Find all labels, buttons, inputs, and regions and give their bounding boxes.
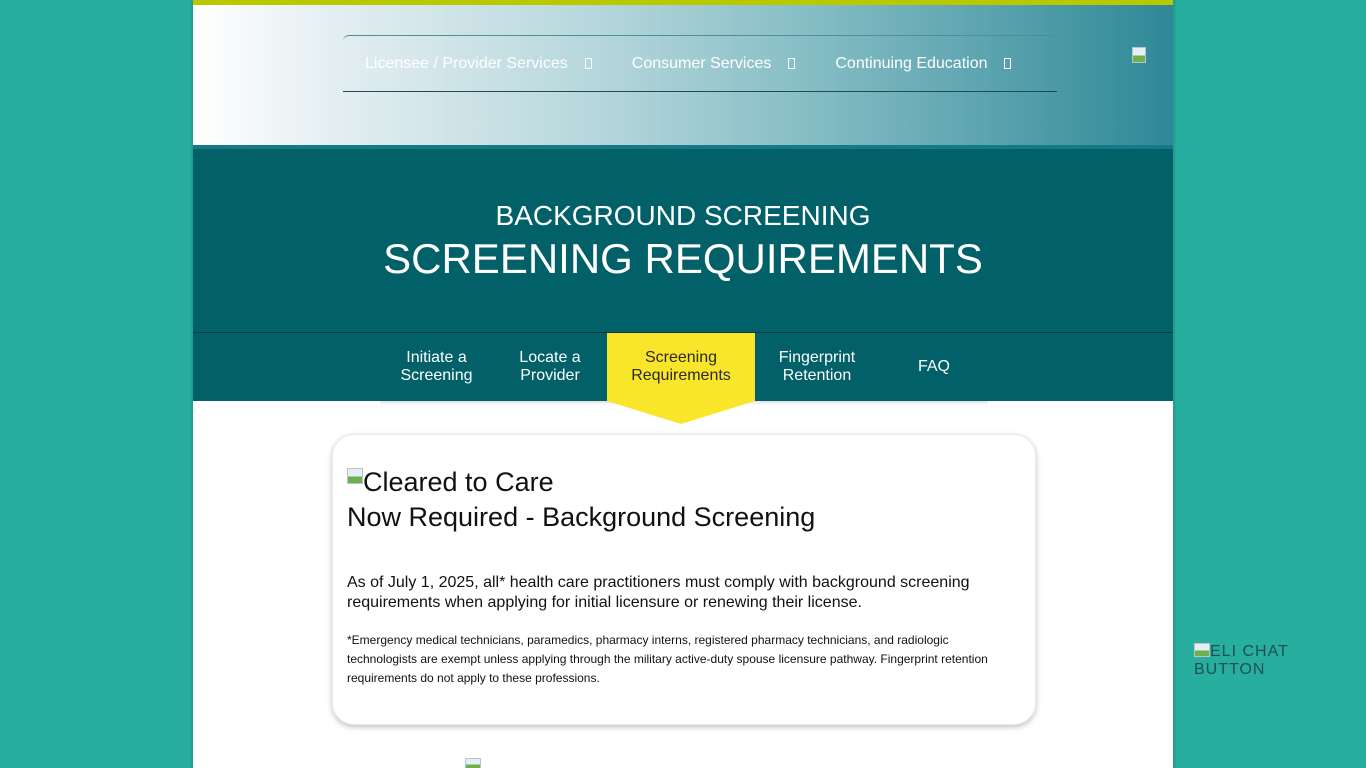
nav-continuing-education[interactable] [835, 55, 1011, 73]
tab-label-line2: Requirements [631, 367, 731, 384]
tab-label-line1: Initiate a [406, 349, 467, 366]
tab-label-line2: Screening [400, 367, 473, 384]
tab-label-line1: Fingerprint [778, 349, 856, 366]
main-navigation [343, 35, 1057, 92]
page-container [193, 0, 1173, 768]
broken-image-icon [1132, 47, 1146, 63]
broken-image-icon [347, 468, 363, 484]
tab-fingerprint-retention[interactable] [755, 333, 879, 401]
nav-label: Licensee / Provider Services [365, 54, 568, 72]
section-tabs [193, 333, 1173, 401]
tab-faq[interactable] [879, 333, 989, 401]
broken-image-icon [465, 758, 481, 768]
active-tab-pointer [607, 401, 755, 424]
page-title: SCREENING REQUIREMENTS [383, 235, 983, 282]
page-right-shadow [1173, 0, 1177, 768]
chevron-down-icon [788, 58, 795, 69]
chevron-down-icon [585, 58, 592, 69]
hero-subtitle: BACKGROUND SCREENING [495, 200, 871, 231]
tab-label-line2: Retention [782, 367, 852, 384]
nav-licensee-provider-services[interactable] [365, 55, 592, 73]
tab-label-line1: Locate a [519, 349, 581, 366]
bottom-image [465, 758, 481, 768]
nav-consumer-services[interactable] [632, 55, 796, 73]
tab-locate-provider[interactable] [493, 333, 607, 401]
chevron-down-icon [1004, 58, 1011, 69]
tab-label: FAQ [917, 358, 950, 375]
hero-section [193, 149, 1173, 332]
chat-icon [1194, 643, 1210, 657]
card-footnote: *Emergency medical technicians, paramedics, pharmacy interns, registered pharmacy technicians, and radiologic technologists are exempt unless applying through the military active-duty spouse licensure pathway. Fingerprint retention requirements do not apply to these professions. [347, 633, 988, 685]
chat-button-alt: ELI CHAT BUTTON [1194, 643, 1289, 678]
tab-initiate-screening[interactable] [380, 333, 493, 401]
announcement-card [332, 434, 1036, 725]
tab-label-line2: Provider [520, 367, 580, 384]
card-heading: Now Required - Background Screening [347, 502, 816, 532]
header-banner [193, 5, 1173, 145]
header-logo-image[interactable] [1132, 47, 1148, 63]
logo-alt-text: Cleared to Care [363, 467, 554, 497]
cleared-to-care-logo [347, 467, 554, 498]
nav-label: Continuing Education [835, 54, 988, 72]
tab-screening-requirements[interactable] [607, 333, 755, 401]
eli-chat-button[interactable] [1194, 643, 1314, 679]
card-body-text: As of July 1, 2025, all* health care practitioners must comply with background screening requirements when applying for initial licensure or renewing their license. [347, 574, 970, 611]
tab-label-line1: Screening [644, 349, 718, 366]
nav-label: Consumer Services [631, 54, 772, 72]
